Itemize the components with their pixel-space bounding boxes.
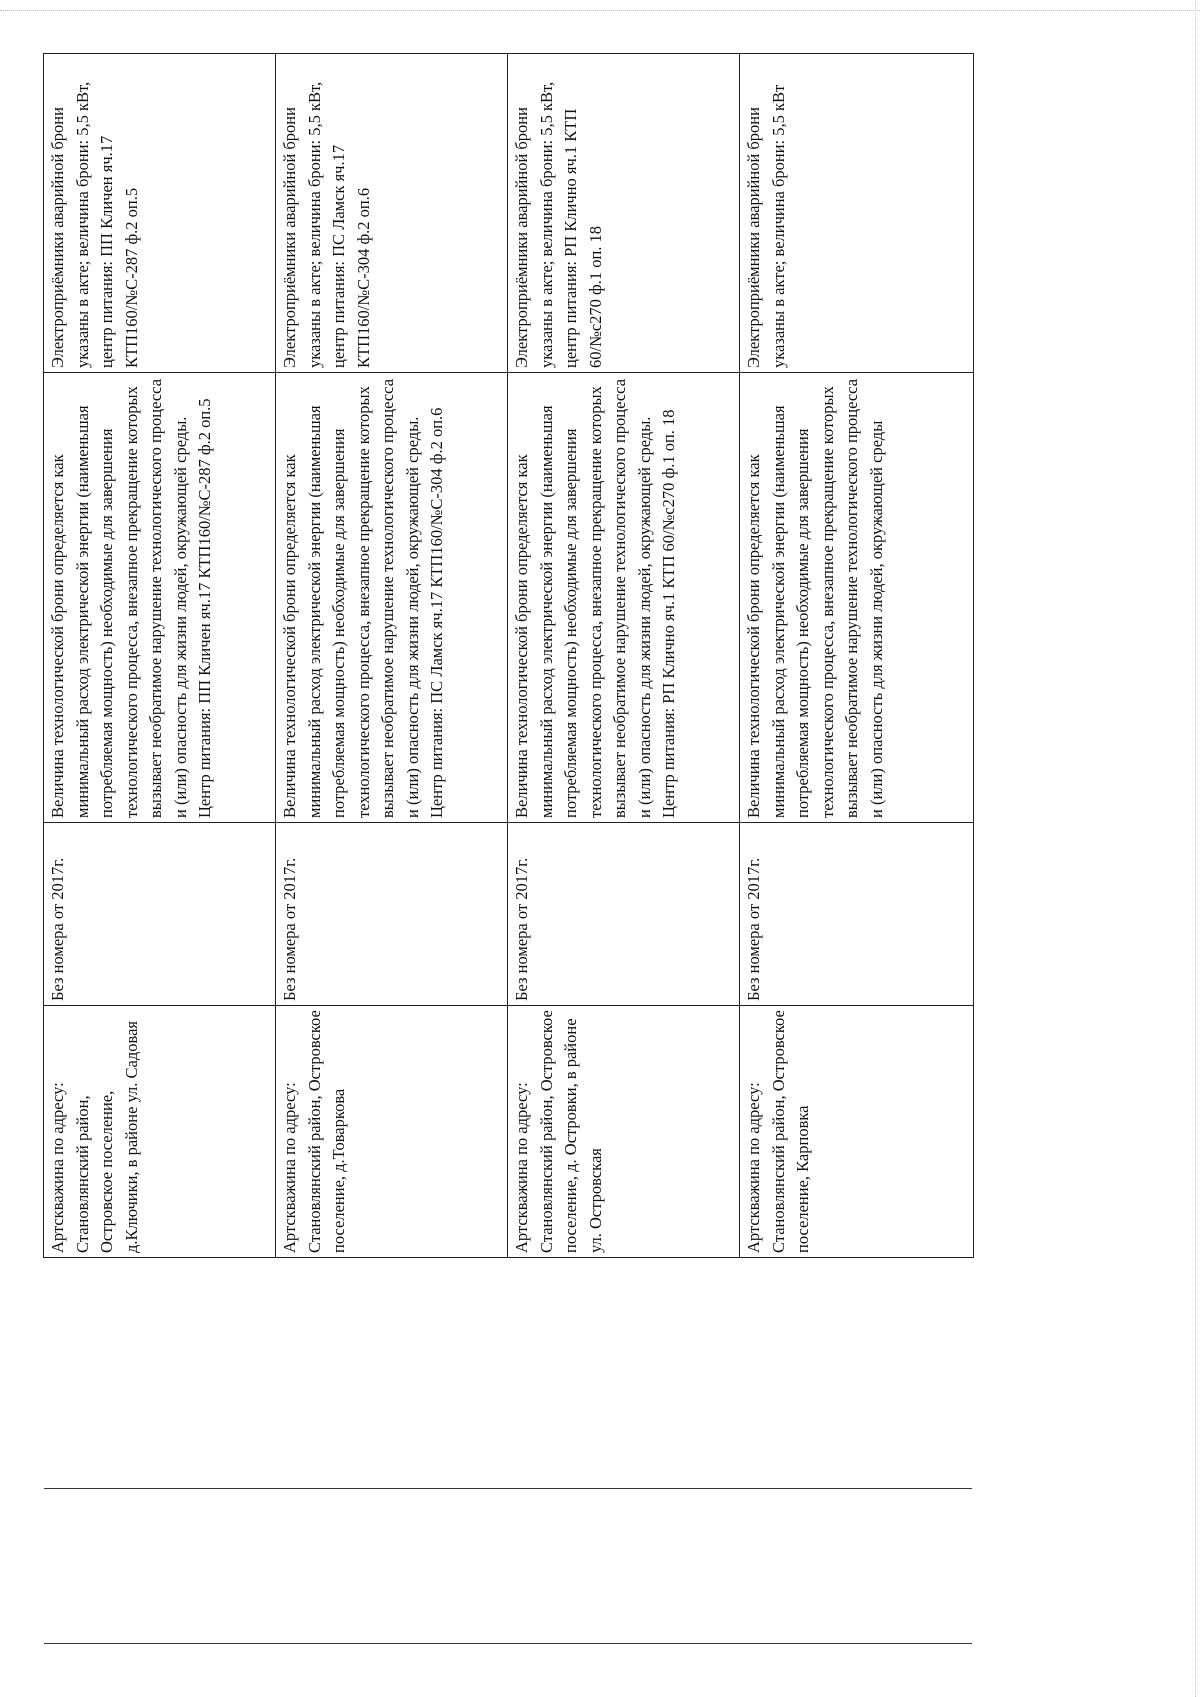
table-row: [740, 54, 974, 1258]
object-cell: Артскважина по адресу: Становлянский район, Островское поселение, Карповка: [740, 1006, 974, 1258]
object-cell: Артскважина по адресу: Становлянский район, Островское поселение, д.Товаркова: [276, 1006, 508, 1258]
act-cell: Без номера от 2017г.: [740, 823, 974, 1006]
emergency-reserve-cell: Электроприёмники аварийной брони указаны в акте; величина брони: 5,5 кВт, центр питания: ПП Кличен яч.17 КТП160/№С-287 ф.2 оп.5: [44, 54, 276, 373]
object-cell: Артскважина по адресу: Становлянский район, Островское поселение, д.Ключики, в районе ул. Садовая: [44, 1006, 276, 1258]
rotated-table-wrapper: [43, 54, 973, 1258]
scan-edge-top: [0, 10, 1200, 11]
emergency-reserve-cell: Электроприёмники аварийной брони указаны в акте; величина брони: 5,5 кВт, центр питания: ПС Ламск яч.17 КТП160/№С-304 ф.2 оп.6: [276, 54, 508, 373]
object-cell: Артскважина по адресу: Становлянский район, Островское поселение, д. Островки, в районе ул. Островская: [508, 1006, 740, 1258]
act-cell: Без номера от 2017г.: [44, 823, 276, 1006]
act-cell: Без номера от 2017г.: [508, 823, 740, 1006]
emergency-reserve-cell: Электроприёмники аварийной брони указаны в акте; величина брони: 5,5 кВт: [740, 54, 974, 373]
horizontal-rule: [44, 1643, 972, 1644]
reserve-table: [43, 53, 974, 1258]
table-row: [276, 54, 508, 1258]
scan-edge-right: [1195, 0, 1196, 1697]
tech-reserve-cell: Величина технологической брони определяется как минимальный расход электрической энергии (наименьшая потребляемая мощность) необходимые для завершения технологического процесса, внезапное прекращение которых вызывает необратимое нарушение технологического процесса и (или) опасность для жизни людей, окружающей среды. Центр питания: РП Клично яч.1 КТП 60/№с270 ф.1 оп. 18: [508, 373, 740, 823]
tech-reserve-cell: Величина технологической брони определяется как минимальный расход электрической энергии (наименьшая потребляемая мощность) необходимые для завершения технологического процесса, внезапное прекращение которых вызывает необратимое нарушение технологического процесса и (или) опасность для жизни людей, окружающей среды. Центр питания: ПС Ламск яч.17 КТП160/№С-304 ф.2 оп.6: [276, 373, 508, 823]
tech-reserve-cell: Величина технологической брони определяется как минимальный расход электрической энергии (наименьшая потребляемая мощность) необходимые для завершения технологического процесса, внезапное прекращение которых вызывает необратимое нарушение технологического процесса и (или) опасность для жизни людей, окружающей среды: [740, 373, 974, 823]
act-cell: Без номера от 2017г.: [276, 823, 508, 1006]
table-row: [44, 54, 276, 1258]
emergency-reserve-cell: Электроприёмники аварийной брони указаны в акте; величина брони: 5,5 кВт, центр питания: РП Клично яч.1 КТП 60/№с270 ф.1 оп. 18: [508, 54, 740, 373]
table-row: [508, 54, 740, 1258]
horizontal-rule: [44, 1488, 972, 1489]
tech-reserve-cell: Величина технологической брони определяется как минимальный расход электрической энергии (наименьшая потребляемая мощность) необходимые для завершения технологического процесса, внезапное прекращение которых вызывает необратимое нарушение технологического процесса и (или) опасность для жизни людей, окружающей среды. Центр питания: ПП Кличен яч.17 КТП160/№С-287 ф.2 оп.5: [44, 373, 276, 823]
